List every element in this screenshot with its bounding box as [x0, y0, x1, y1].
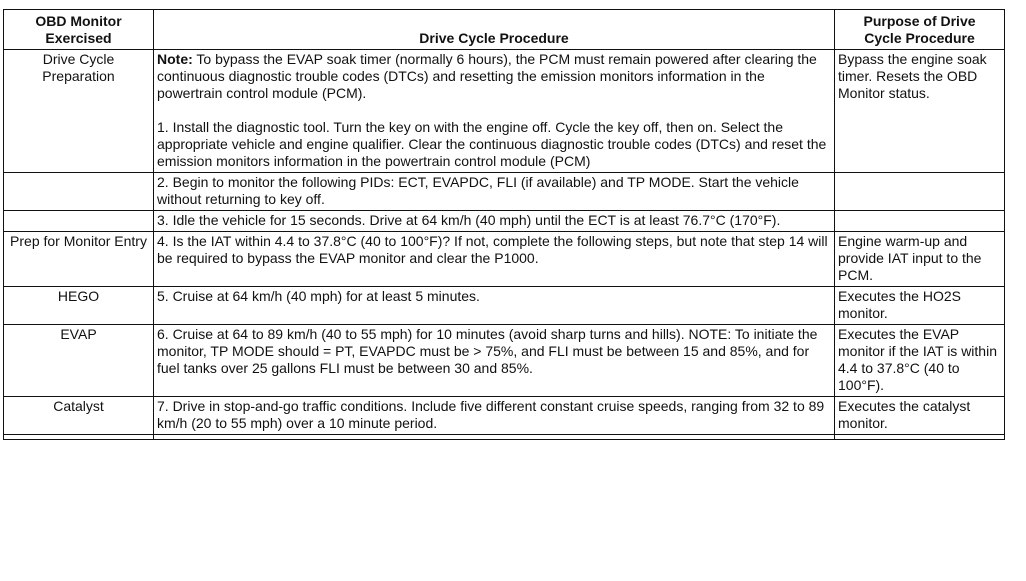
table-row [4, 173, 1005, 211]
table-row [4, 325, 1005, 397]
monitor-cell [4, 211, 154, 232]
header-monitor: OBD Monitor Exercised [4, 10, 154, 50]
purpose-cell [835, 173, 1005, 211]
procedure-cell: 2. Begin to monitor the following PIDs: ECT, EVAPDC, FLI (if available) and TP MODE. Start the vehicle without returning to key off. [154, 173, 835, 211]
procedure-step: 1. Install the diagnostic tool. Turn the key on with the engine off. Cycle the key off, then on. Select the appropriate vehicle and engine qualifier. Clear the continuous diagnostic trouble codes (DTCs) and reset the emission monitors information in the powertrain control module (PCM) [157, 119, 827, 169]
procedure-cell: 7. Drive in stop-and-go traffic conditions. Include five different constant cruise speeds, ranging from 32 to 89 km/h (20 to 55 mph) over a 10 minute period. [154, 397, 835, 435]
procedure-cell: 5. Cruise at 64 km/h (40 mph) for at least 5 minutes. [154, 287, 835, 325]
monitor-cell: HEGO [4, 287, 154, 325]
table-row [4, 397, 1005, 435]
cutoff-cell [154, 435, 835, 440]
monitor-cell: Drive Cycle Preparation [4, 50, 154, 173]
purpose-cell: Engine warm-up and provide IAT input to the PCM. [835, 232, 1005, 287]
purpose-cell: Executes the catalyst monitor. [835, 397, 1005, 435]
table-row-cutoff [4, 435, 1005, 440]
header-procedure: Drive Cycle Procedure [154, 10, 835, 50]
monitor-cell [4, 173, 154, 211]
note-paragraph: Note: To bypass the EVAP soak timer (normally 6 hours), the PCM must remain powered after clearing the continuous diagnostic trouble codes (DTCs) and resetting the emission monitors information in the powertrain control module (PCM). [157, 51, 817, 101]
purpose-cell [835, 211, 1005, 232]
monitor-cell: Catalyst [4, 397, 154, 435]
procedure-cell [154, 50, 835, 173]
header-purpose: Purpose of Drive Cycle Procedure [835, 10, 1005, 50]
table-row [4, 232, 1005, 287]
drive-cycle-table [3, 9, 1005, 440]
table-row [4, 287, 1005, 325]
purpose-cell: Executes the HO2S monitor. [835, 287, 1005, 325]
table-row [4, 211, 1005, 232]
cutoff-cell [835, 435, 1005, 440]
monitor-cell: Prep for Monitor Entry [4, 232, 154, 287]
procedure-cell: 4. Is the IAT within 4.4 to 37.8°C (40 to 100°F)? If not, complete the following steps, but note that step 14 will be required to bypass the EVAP monitor and clear the P1000. [154, 232, 835, 287]
table-row [4, 50, 1005, 173]
monitor-cell: EVAP [4, 325, 154, 397]
procedure-cell: 6. Cruise at 64 to 89 km/h (40 to 55 mph) for 10 minutes (avoid sharp turns and hills). NOTE: To initiate the monitor, TP MODE should = PT, EVAPDC must be > 75%, and FLI must be between 15 and 85%, and for fuel tanks over 25 gallons FLI must be between 30 and 85%. [154, 325, 835, 397]
cutoff-cell [4, 435, 154, 440]
header-row [4, 10, 1005, 50]
procedure-cell: 3. Idle the vehicle for 15 seconds. Drive at 64 km/h (40 mph) until the ECT is at least 76.7°C (170°F). [154, 211, 835, 232]
purpose-cell: Executes the EVAP monitor if the IAT is within 4.4 to 37.8°C (40 to 100°F). [835, 325, 1005, 397]
purpose-cell: Bypass the engine soak timer. Resets the OBD Monitor status. [835, 50, 1005, 173]
